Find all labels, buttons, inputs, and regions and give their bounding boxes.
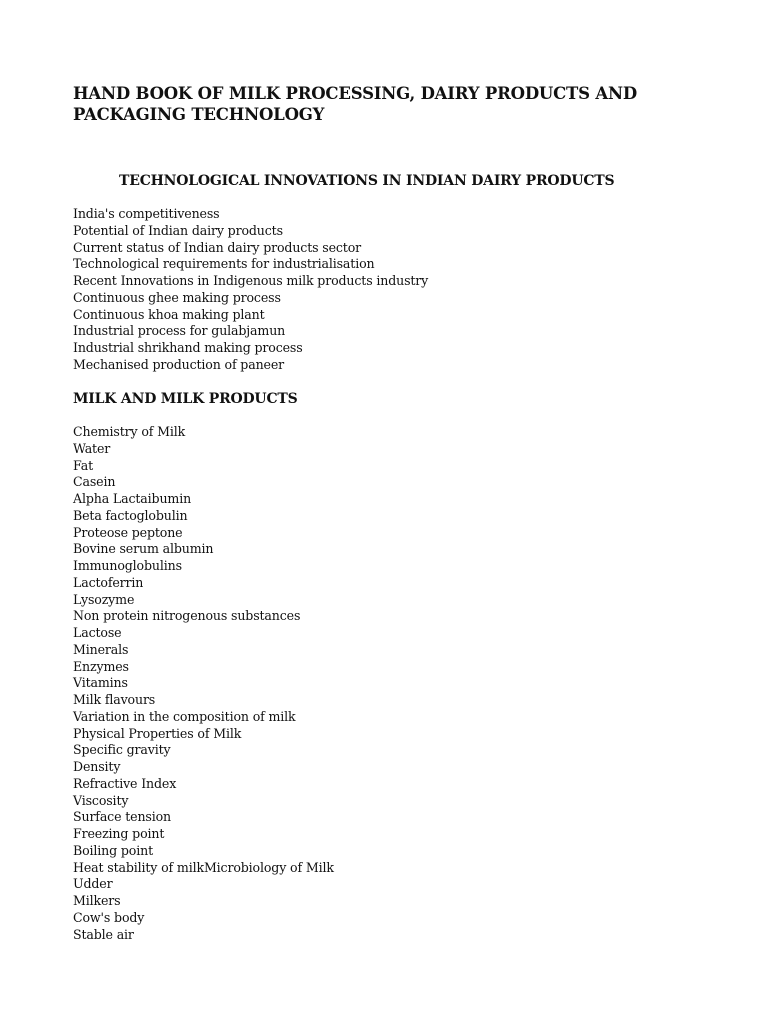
list-item: Variation in the composition of milk — [73, 708, 296, 724]
list-item: Freezing point — [73, 826, 165, 841]
list-item: Recent Innovations in Indigenous milk products industry — [73, 273, 429, 288]
list-item: Chemistry of Milk — [73, 424, 186, 439]
list-item: Alpha Lactaibumin — [73, 491, 192, 506]
list-item: Milkers — [73, 893, 121, 908]
list-item: Udder — [73, 876, 113, 892]
list-item: Specific gravity — [73, 742, 171, 758]
section-heading-innovations: TECHNOLOGICAL INNOVATIONS IN INDIAN DAIRY PRODUCTS — [119, 173, 615, 189]
section-heading-milk-products: MILK AND MILK PRODUCTS — [73, 391, 298, 407]
list-item: India's competitiveness — [73, 206, 220, 221]
list-item: Continuous khoa making plant — [73, 306, 265, 322]
innovations-topic-list — [73, 206, 428, 374]
list-item: Industrial shrikhand making process — [73, 340, 303, 355]
list-item: Technological requirements for industrialisation — [73, 256, 375, 272]
list-item: Fat — [73, 457, 94, 473]
list-item: Industrial process for gulabjamun — [73, 323, 286, 339]
list-item: Current status of Indian dairy products sector — [73, 239, 362, 255]
list-item: Boiling point — [73, 842, 153, 858]
list-item: Stable air — [73, 926, 134, 942]
list-item: Enzymes — [73, 658, 129, 674]
list-item: Continuous ghee making process — [73, 289, 281, 305]
list-item: Bovine serum albumin — [73, 541, 214, 557]
list-item: Heat stability of milkMicrobiology of Milk — [73, 859, 334, 875]
list-item: Mechanised production of paneer — [73, 356, 285, 372]
list-item: Refractive Index — [73, 775, 177, 791]
list-item: Potential of Indian dairy products — [73, 222, 283, 238]
list-item: Milk flavours — [73, 692, 156, 707]
list-item: Cow's body — [73, 909, 145, 925]
list-item: Beta factoglobulin — [73, 507, 188, 523]
milk-products-topic-list — [73, 424, 334, 943]
list-item: Density — [73, 759, 121, 774]
list-item: Immunoglobulins — [73, 558, 182, 573]
book-title: HAND BOOK OF MILK PROCESSING, DAIRY PRODUCTS AND PACKAGING TECHNOLOGY — [73, 84, 637, 124]
list-item: Viscosity — [73, 792, 129, 808]
list-item: Physical Properties of Milk — [73, 725, 242, 741]
list-item: Non protein nitrogenous substances — [73, 608, 301, 624]
list-item: Water — [73, 440, 111, 456]
list-item: Proteose peptone — [73, 524, 183, 540]
list-item: Lactoferrin — [73, 574, 144, 590]
list-item: Lysozyme — [73, 591, 135, 607]
list-item: Lactose — [73, 625, 122, 640]
list-item: Surface tension — [73, 809, 171, 825]
list-item: Vitamins — [73, 675, 128, 691]
list-item: Casein — [73, 474, 116, 490]
list-item: Minerals — [73, 641, 129, 657]
